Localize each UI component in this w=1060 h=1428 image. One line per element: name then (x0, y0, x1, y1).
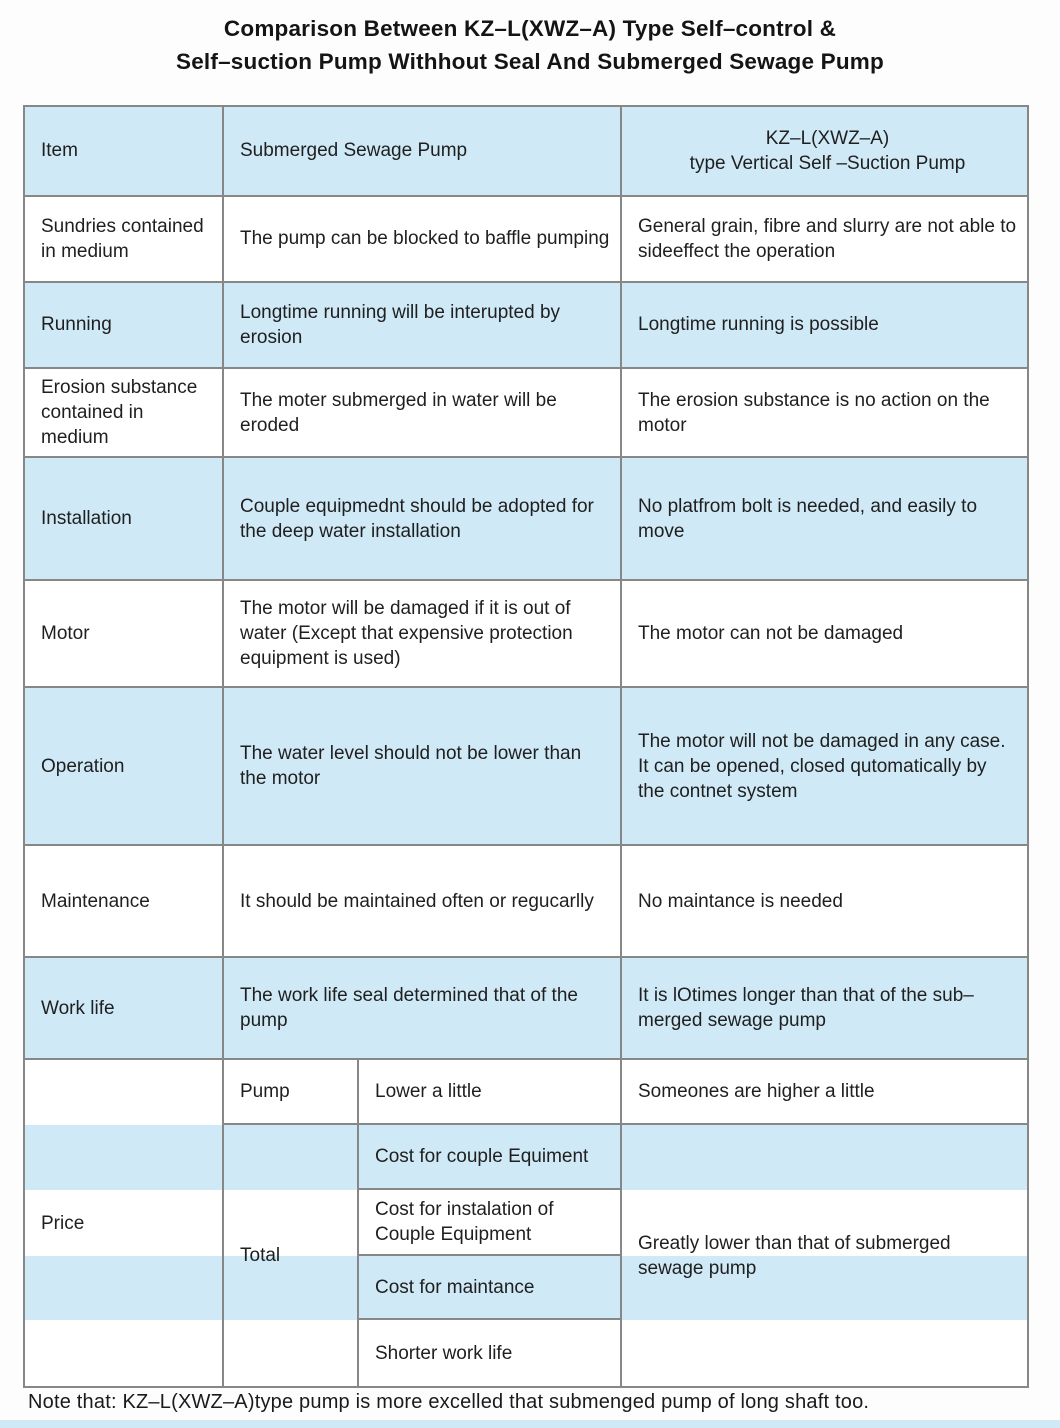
title-line-1: Comparison Between KZ–L(XWZ–A) Type Self–control & (223, 16, 837, 41)
table-row (24, 457, 1028, 580)
price-cost-maintenance-cell: Cost for maintance (358, 1255, 621, 1319)
installation-submerged-cell: Couple equipmednt should be adopted for the deep water installation (223, 457, 621, 580)
price-shorter-work-life-cell: Shorter work life (358, 1319, 621, 1387)
sundries-submerged-cell: The pump can be blocked to baffle pumping (223, 196, 621, 282)
row-label-operation: Operation (24, 687, 223, 845)
erosion-submerged-cell: The moter submerged in water will be eroded (223, 368, 621, 457)
header-kzl-pump (621, 106, 1028, 196)
running-kzl-cell: Longtime running is possible (621, 282, 1028, 368)
price-cost-couple-cell: Cost for couple Equiment (358, 1124, 621, 1189)
table-row (24, 687, 1028, 845)
running-submerged-cell: Longtime running will be interupted by erosion (223, 282, 621, 368)
table-row (24, 196, 1028, 282)
title-line-2: Self–suction Pump Withhout Seal And Submerged Sewage Pump (176, 49, 884, 74)
row-label-installation: Installation (24, 457, 223, 580)
row-label-price: Price (24, 1059, 223, 1387)
price-pump-kzl-cell: Someones are higher a little (621, 1059, 1028, 1124)
maintenance-kzl-cell: No maintance is needed (621, 845, 1028, 957)
price-pump-label: Pump (223, 1059, 358, 1124)
bottom-blue-strip (0, 1420, 1060, 1428)
sundries-kzl-cell: General grain, fibre and slurry are not able to sideeffect the operation (621, 196, 1028, 282)
work-life-kzl-cell: It is lOtimes longer than that of the sub–merged sewage pump (621, 957, 1028, 1059)
row-label-motor: Motor (24, 580, 223, 687)
row-label-sundries: Sundries contained in medium (24, 196, 223, 282)
comparison-table (23, 105, 1029, 1388)
table-row (24, 368, 1028, 457)
motor-submerged-cell: The motor will be damaged if it is out of water (Except that expensive protection equipment is used) (223, 580, 621, 687)
motor-kzl-cell: The motor can not be damaged (621, 580, 1028, 687)
row-label-work-life: Work life (24, 957, 223, 1059)
erosion-kzl-cell: The erosion substance is no action on the motor (621, 368, 1028, 457)
row-label-running: Running (24, 282, 223, 368)
table-row (24, 580, 1028, 687)
header-row (24, 106, 1028, 196)
footnote: Note that: KZ–L(XWZ–A)type pump is more excelled that submenged pump of long shaft too. (28, 1391, 870, 1413)
header-kzl-line-2: type Vertical Self –Suction Pump (689, 153, 966, 174)
price-pump-submerged-cell: Lower a little (358, 1059, 621, 1124)
table-row (24, 957, 1028, 1059)
header-submerged-pump: Submerged Sewage Pump (223, 106, 621, 196)
work-life-submerged-cell: The work life seal determined that of the pump (223, 957, 621, 1059)
table-row (24, 282, 1028, 368)
price-cost-installation-cell: Cost for instalation of Couple Equipment (358, 1189, 621, 1255)
installation-kzl-cell: No platfrom bolt is needed, and easily to move (621, 457, 1028, 580)
price-pump-row (24, 1059, 1028, 1124)
header-item: Item (24, 106, 223, 196)
operation-kzl-cell: The motor will not be damaged in any case. It can be opened, closed qutomatically by the contnet system (621, 687, 1028, 845)
price-total-kzl-cell: Greatly lower than that of submerged sewage pump (621, 1124, 1028, 1387)
row-label-erosion: Erosion substance contained in medium (24, 368, 223, 457)
header-kzl-line-1: KZ–L(XWZ–A) (765, 127, 890, 149)
price-total-label: Total (223, 1124, 358, 1387)
maintenance-submerged-cell: It should be maintained often or regucarlly (223, 845, 621, 957)
row-label-maintenance: Maintenance (24, 845, 223, 957)
table-row (24, 845, 1028, 957)
page-title (0, 12, 1060, 78)
operation-submerged-cell: The water level should not be lower than the motor (223, 687, 621, 845)
